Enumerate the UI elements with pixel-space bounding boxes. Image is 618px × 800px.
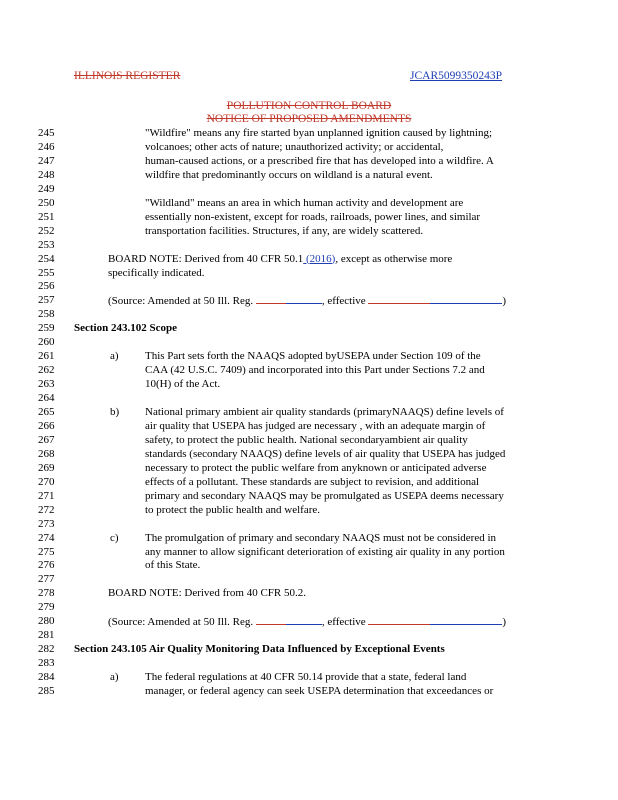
line-number: 273	[38, 517, 55, 530]
source-blank-deleted	[256, 294, 286, 304]
close-paren: )	[502, 616, 507, 629]
line-text	[145, 127, 492, 141]
line-number: 262	[38, 364, 55, 377]
line-text-content: This Part sets forth the NAAQS adopted byUSEPA under Section 109 of the	[145, 350, 481, 363]
line-text	[108, 294, 506, 309]
line-number: 251	[38, 210, 55, 223]
line-text-content: The promulgation of primary and secondary NAAQS must not be considered in	[145, 531, 497, 544]
line-number: 259	[38, 322, 55, 335]
line-number: 283	[38, 657, 55, 670]
line-number: 256	[38, 280, 55, 293]
register-header: ILLINOIS REGISTER	[74, 70, 181, 82]
close-paren: )	[502, 295, 507, 308]
line-text	[145, 532, 496, 546]
notice-title: NOTICE OF PROPOSED AMENDMENTS	[206, 113, 412, 125]
line-number: 260	[38, 336, 55, 349]
effective-label: , effective	[321, 295, 366, 308]
line-number: 272	[38, 503, 55, 516]
line-number: 270	[38, 475, 55, 488]
line-number: 275	[38, 545, 55, 558]
line-text-content: standards (secondary NAAQS) define levels of air quality that USEPA has judged	[145, 447, 506, 460]
line-text-content: essentially non-existent, except for roads, railroads, power lines, and similar	[145, 210, 481, 223]
line-text	[145, 685, 493, 699]
line-text-content: volcanoes; other acts of nature; unauthorized activity; or accidental,	[145, 140, 444, 153]
line-text-content: any manner to allow significant deterioration of existing air quality in any portion	[145, 545, 505, 558]
line-number: 264	[38, 392, 55, 405]
line-number: 253	[38, 238, 55, 251]
line-text	[145, 434, 468, 448]
line-number: 263	[38, 378, 55, 391]
effective-blank-inserted	[430, 615, 502, 625]
line-text	[145, 211, 480, 225]
line-text	[145, 559, 200, 573]
jcar-code: JCAR5099350243P	[410, 70, 503, 82]
line-text	[74, 322, 177, 336]
subsection-marker: a)	[110, 671, 119, 684]
line-number: 276	[38, 559, 55, 572]
line-number: 258	[38, 308, 55, 321]
line-text-content: manager, or federal agency can seek USEPA determination that exceedances or	[145, 685, 494, 697]
line-text-content: CAA (42 U.S.C. 7409) and incorporated into this Part under Sections 7.2 and	[145, 364, 485, 377]
line-text	[108, 267, 205, 281]
line-number: 277	[38, 573, 55, 586]
line-number: 280	[38, 615, 55, 628]
line-text	[108, 615, 506, 630]
line-text	[145, 155, 494, 169]
line-number: 266	[38, 419, 55, 432]
line-number: 265	[38, 406, 55, 418]
line-text	[145, 671, 466, 685]
source-blank-deleted	[256, 615, 286, 625]
line-number: 247	[38, 154, 55, 167]
subsection-marker: b)	[110, 406, 120, 418]
line-text-content: (Source: Amended at 50 Ill. Reg.	[108, 616, 254, 629]
line-text-content: primary and secondary NAAQS may be promulgated as USEPA deems necessary	[145, 489, 504, 502]
line-text-content: (Source: Amended at 50 Ill. Reg.	[108, 295, 254, 308]
subsection-marker: c)	[110, 531, 119, 544]
line-text-content: The federal regulations at 40 CFR 50.14 provide that a state, federal land	[145, 671, 467, 684]
line-text	[145, 350, 481, 364]
line-text-content: of this State.	[145, 559, 201, 572]
line-text	[145, 420, 485, 434]
line-number: 279	[38, 601, 55, 614]
line-text	[145, 141, 443, 155]
line-number: 261	[38, 350, 55, 363]
line-number: 245	[38, 127, 55, 139]
line-text	[145, 169, 433, 183]
line-text-content: effects of a pollutant. These standards are subject to revision, and additional	[145, 475, 480, 488]
line-number: 285	[38, 685, 55, 697]
subsection-marker: a)	[110, 350, 119, 363]
line-text-content: specifically indicated.	[108, 266, 205, 279]
inserted-year: (2016)	[303, 252, 336, 265]
line-text	[108, 253, 452, 267]
line-number: 269	[38, 461, 55, 474]
line-number: 249	[38, 182, 55, 195]
line-text-content: wildfire that predominantly occurs on wildland is a natural event.	[145, 168, 433, 181]
line-text	[74, 643, 445, 657]
line-text	[108, 587, 306, 601]
line-text	[145, 406, 504, 420]
board-note-continued: , except as otherwise more	[335, 252, 453, 265]
line-number: 282	[38, 643, 55, 656]
line-text	[145, 462, 486, 476]
line-text-content: "Wildland" means an area in which human activity and development are	[145, 196, 464, 209]
line-number: 271	[38, 489, 55, 502]
line-number: 257	[38, 294, 55, 307]
line-number: 281	[38, 629, 55, 642]
line-number: 250	[38, 196, 55, 209]
line-text	[145, 448, 505, 462]
line-number: 254	[38, 252, 55, 265]
line-number: 274	[38, 531, 55, 544]
line-text-content: BOARD NOTE: Derived from 40 CFR 50.1	[108, 252, 304, 265]
line-text-content: "Wildfire" means any fire started byan unplanned ignition caused by lightning;	[145, 127, 493, 139]
effective-blank-inserted	[430, 294, 502, 304]
line-number: 268	[38, 447, 55, 460]
line-text-content: National primary ambient air quality standards (primaryNAAQS) define levels of	[145, 406, 504, 418]
source-blank-inserted	[286, 294, 322, 304]
line-number: 278	[38, 587, 55, 600]
line-number: 267	[38, 433, 55, 446]
line-text-content: 10(H) of the Act.	[145, 378, 221, 391]
board-title: POLLUTION CONTROL BOARD	[226, 100, 392, 112]
line-text	[145, 490, 504, 504]
line-number: 284	[38, 671, 55, 684]
line-text	[145, 546, 505, 560]
line-number: 255	[38, 266, 55, 279]
line-text	[145, 504, 320, 518]
line-text-content: necessary to protect the public welfare from anyknown or anticipated adverse	[145, 461, 487, 474]
effective-blank-deleted	[368, 615, 430, 625]
line-text	[145, 225, 423, 239]
line-text	[145, 378, 220, 392]
line-text	[145, 197, 463, 211]
line-text	[145, 364, 485, 378]
line-text-content: human-caused actions, or a prescribed fire that has developed into a wildfire. A	[145, 154, 494, 167]
effective-label: , effective	[321, 616, 366, 629]
line-text-content: Section 243.105 Air Quality Monitoring Data Influenced by Exceptional Events	[74, 643, 445, 656]
line-text	[145, 476, 479, 490]
line-text-content: to protect the public health and welfare.	[145, 503, 321, 516]
line-number: 248	[38, 168, 55, 181]
line-number: 252	[38, 224, 55, 237]
line-text-content: Section 243.102 Scope	[74, 322, 177, 335]
line-number: 246	[38, 140, 55, 153]
line-text-content: safety, to protect the public health. National secondaryambient air quality	[145, 433, 468, 446]
source-blank-inserted	[286, 615, 322, 625]
line-text-content: BOARD NOTE: Derived from 40 CFR 50.2.	[108, 587, 306, 600]
effective-blank-deleted	[368, 294, 430, 304]
line-text-content: air quality that USEPA has judged are necessary , with an adequate margin of	[145, 419, 486, 432]
line-text-content: transportation facilities. Structures, if any, are widely scattered.	[145, 224, 424, 237]
